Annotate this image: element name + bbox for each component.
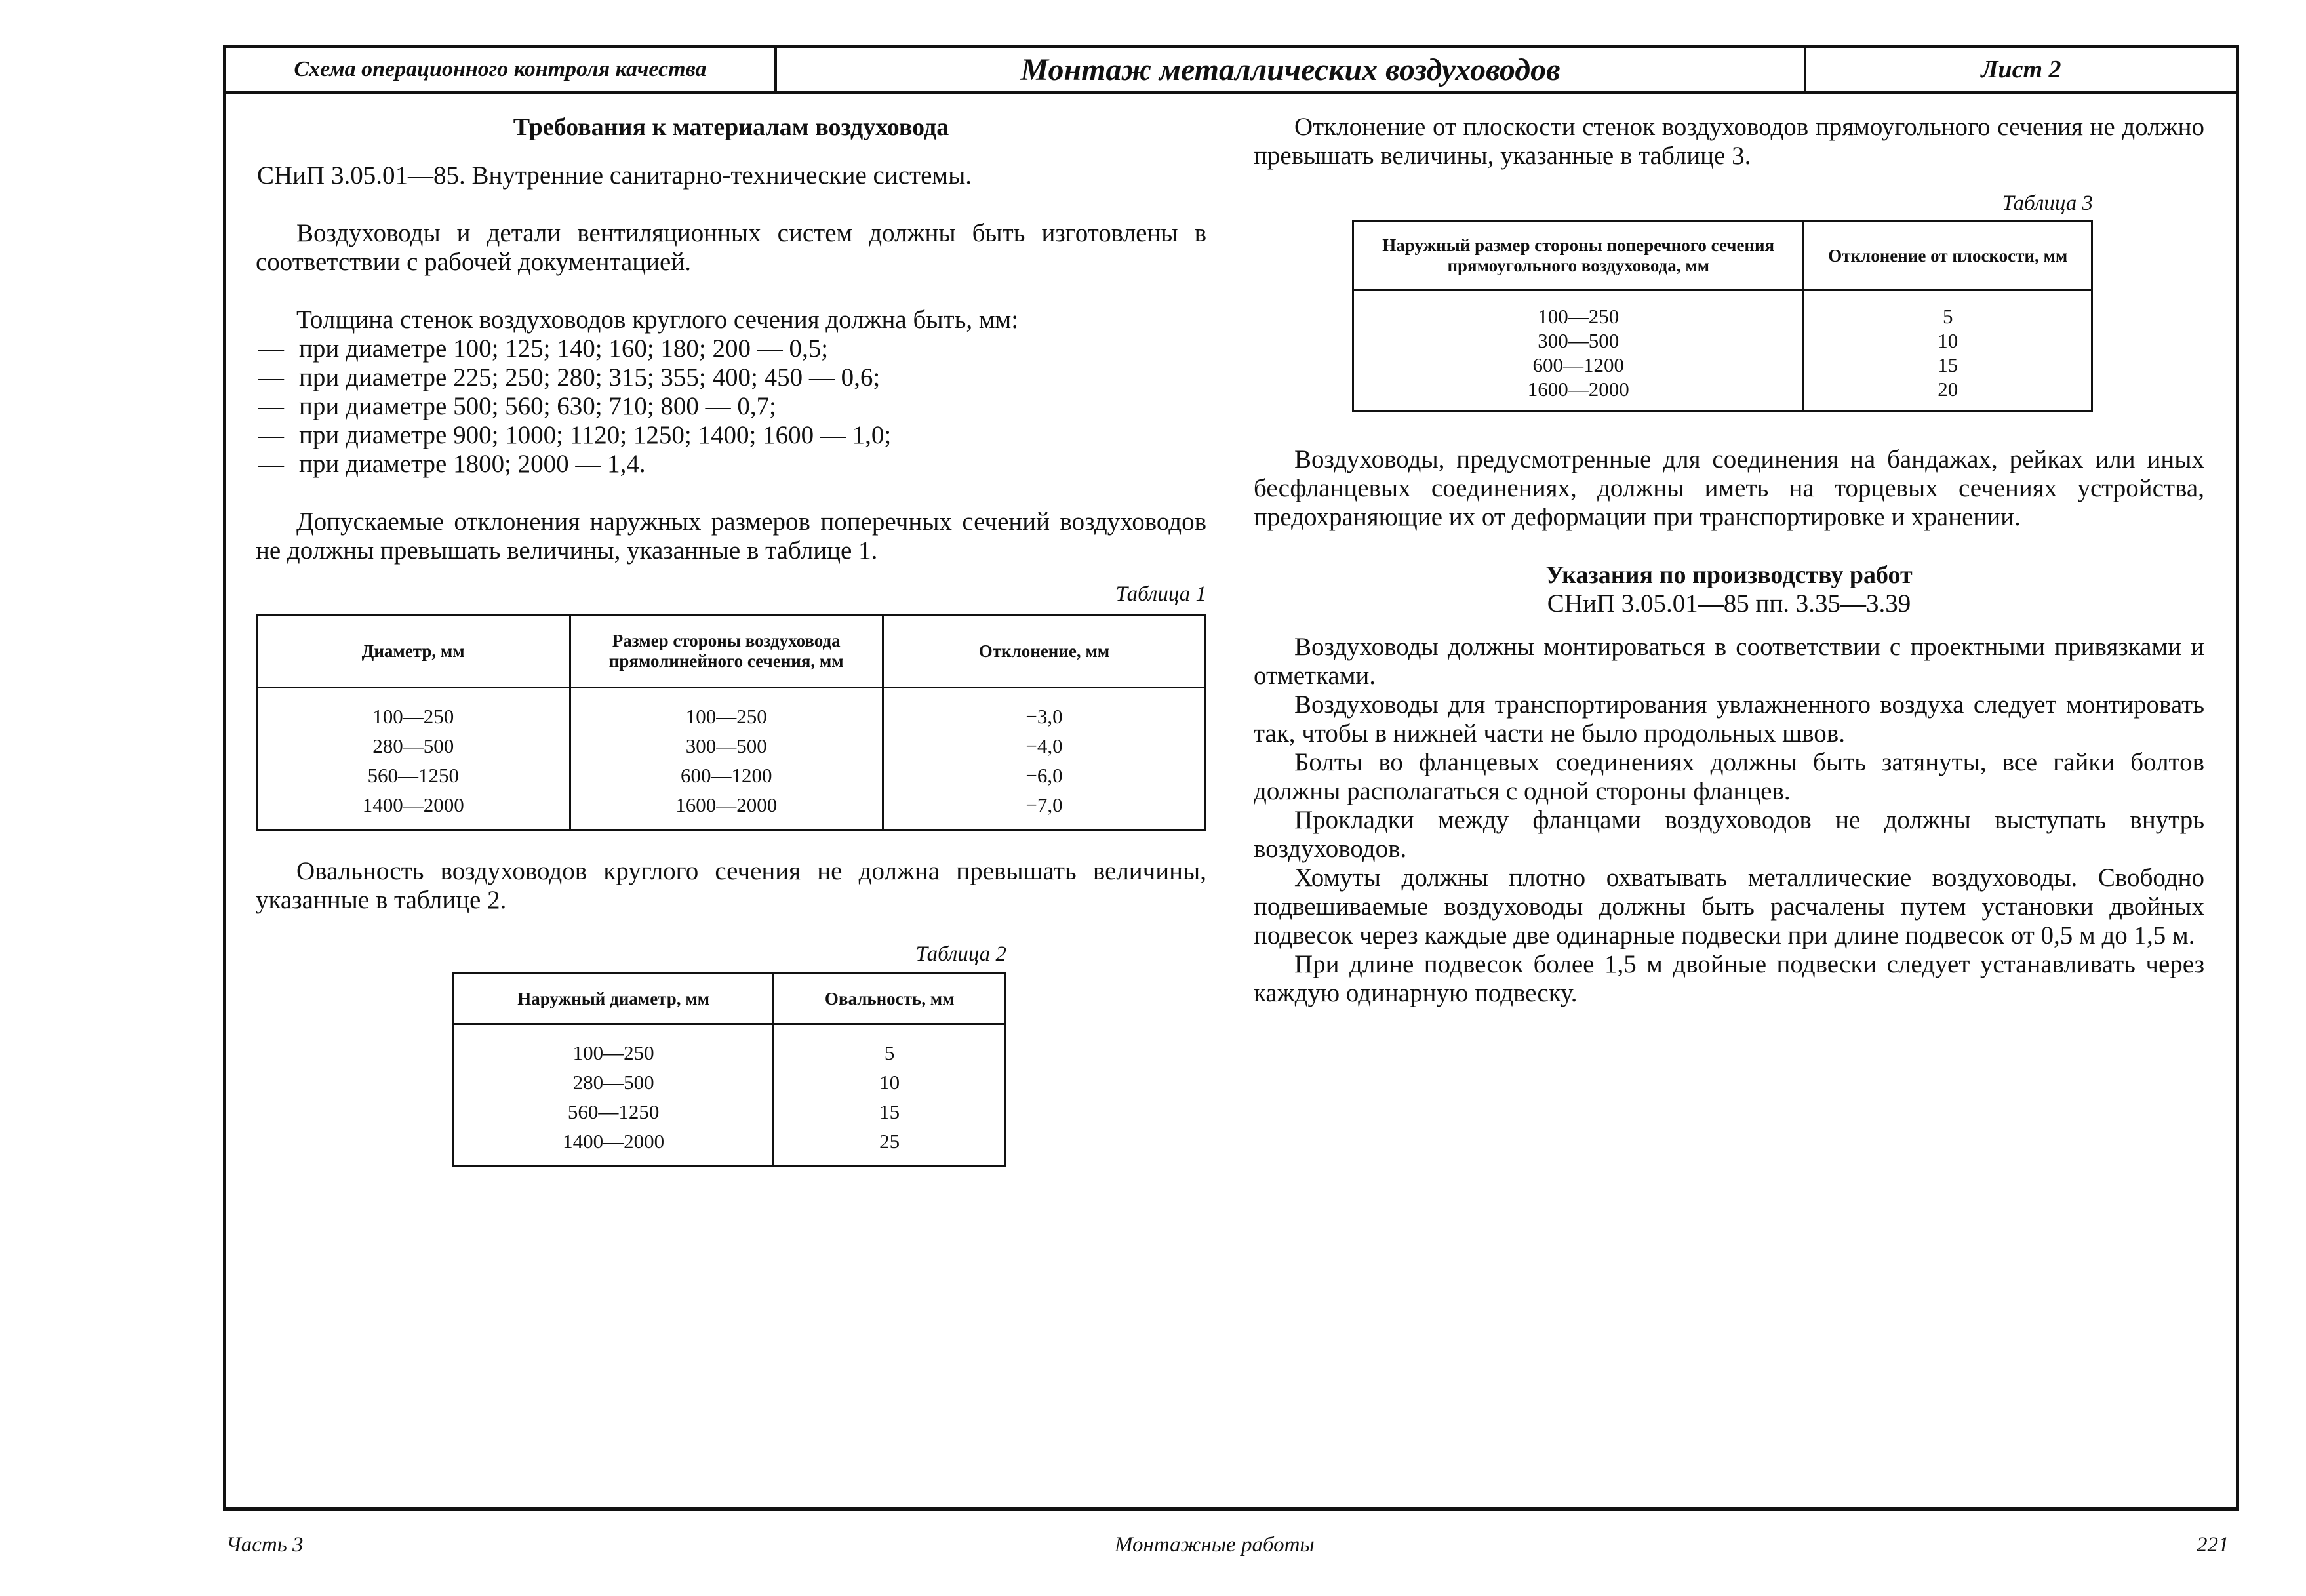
table-header: Наружный диаметр, мм (454, 974, 774, 1024)
thickness-list (256, 334, 1206, 479)
list-item: — при диаметре 100; 125; 140; 160; 180; 200 — 0,5; (299, 334, 1206, 363)
table-row: 100—250 5 (454, 1024, 1006, 1068)
works-snip-reference: СНиП 3.05.01—85 пп. 3.35—3.39 (1547, 589, 1911, 618)
table-row: 300—500 10 (1353, 329, 2092, 353)
work-instruction: Воздуховоды для транспортирования увлажненного воздуха следует монтировать так, чтобы в нижней части не было продольных швов. (1254, 690, 2204, 748)
table-header: Размер стороны воздуховода прямолинейного сечения, мм (570, 615, 883, 688)
list-item: — при диаметре 900; 1000; 1120; 1250; 1400; 1600 — 1,0; (299, 421, 1206, 450)
list-item: — при диаметре 225; 250; 280; 315; 355; 400; 450 — 0,6; (299, 363, 1206, 392)
table-row: 100—250 5 (1353, 290, 2092, 329)
table-row: 100—250 100—250 −3,0 (257, 688, 1206, 732)
header-scheme-label: Схема операционного контроля качества (226, 48, 777, 91)
paragraph-bandage-joints: Воздуховоды, предусмотренные для соединения на бандажах, рейках или иных бесфланцевых соединениях, должны иметь на торцевых сечениях устройства, предохраняющие их от деформации при транспортировке и хранении. (1254, 445, 2204, 531)
header-title: Монтаж металлических воздуховодов (777, 48, 1806, 91)
works-heading: Указания по производству работ (1545, 561, 1913, 589)
work-instruction: При длине подвесок более 1,5 м двойные подвески следует устанавливать через каждую одинарную подвеску. (1254, 950, 2204, 1007)
table-row: 1600—2000 20 (1353, 377, 2092, 412)
page-number: 221 (2197, 1533, 2229, 1557)
work-instruction: Хомуты должны плотно охватывать металлические воздуховоды. Свободно подвешиваемые воздуховоды должны быть расчалены путем установки двойных подвесок через каждые две одинарные подвески при длине подвесок от 0,5 м до 1,5 м. (1254, 864, 2204, 949)
table-row: 600—1200 15 (1353, 353, 2092, 377)
work-instruction: Болты во фланцевых соединениях должны быть затянуты, все гайки болтов должны располагаться с одной стороны фланцев. (1254, 748, 2204, 805)
paragraph-deviations: Допускаемые отклонения наружных размеров поперечных сечений воздуховодов не должны превышать величины, указанные в таблице 1. (256, 508, 1206, 565)
list-item: — при диаметре 500; 560; 630; 710; 800 — 0,7; (299, 392, 1206, 421)
right-column (1254, 113, 2204, 1008)
table-row: 280—500 10 (454, 1067, 1006, 1097)
table2-caption: Таблица 2 (915, 942, 1006, 966)
materials-heading: Требования к материалам воздуховода (513, 113, 949, 141)
table-header: Отклонение от плоскости, мм (1804, 222, 2092, 290)
left-column (256, 113, 1206, 1167)
table1-caption: Таблица 1 (1115, 582, 1206, 606)
table-1 (256, 614, 1206, 831)
table-3 (1352, 220, 2093, 412)
list-item: — при диаметре 1800; 2000 — 1,4. (299, 450, 1206, 479)
paragraph-flatness: Отклонение от плоскости стенок воздуховодов прямоугольного сечения не должно превышать величины, указанные в таблице 3. (1254, 113, 2204, 170)
table-2 (452, 972, 1006, 1167)
table-header: Наружный размер стороны поперечного сечения прямоугольного воздуховода, мм (1353, 222, 1804, 290)
footer-part: Часть 3 (226, 1533, 304, 1557)
table-row: 560—1250 600—1200 −6,0 (257, 761, 1206, 790)
table-row: 1400—2000 25 (454, 1127, 1006, 1167)
header-bar (226, 48, 2236, 94)
paragraph-docs: Воздуховоды и детали вентиляционных систем должны быть изготовлены в соответствии с рабочей документацией. (256, 219, 1206, 276)
table-row: 280—500 300—500 −4,0 (257, 731, 1206, 761)
footer-section: Монтажные работы (1115, 1533, 1315, 1557)
table3-caption: Таблица 3 (2002, 191, 2093, 215)
snip-reference: СНиП 3.05.01—85. Внутренние санитарно-технические системы. (257, 161, 972, 190)
table-header: Диаметр, мм (257, 615, 570, 688)
table-row: 560—1250 15 (454, 1097, 1006, 1127)
table-header: Овальность, мм (774, 974, 1006, 1024)
work-instruction: Воздуховоды должны монтироваться в соответствии с проектными привязками и отметками. (1254, 633, 2204, 690)
paragraph-ovality: Овальность воздуховодов круглого сечения не должна превышать величины, указанные в таблице 2. (256, 857, 1206, 914)
work-instruction: Прокладки между фланцами воздуховодов не должны выступать внутрь воздуховодов. (1254, 806, 2204, 863)
header-sheet-number: Лист 2 (1981, 56, 2061, 83)
table-header: Отклонение, мм (883, 615, 1206, 688)
paragraph-thickness-intro: Толщина стенок воздуховодов круглого сечения должна быть, мм: (296, 306, 1019, 334)
table-row: 1400—2000 1600—2000 −7,0 (257, 790, 1206, 830)
